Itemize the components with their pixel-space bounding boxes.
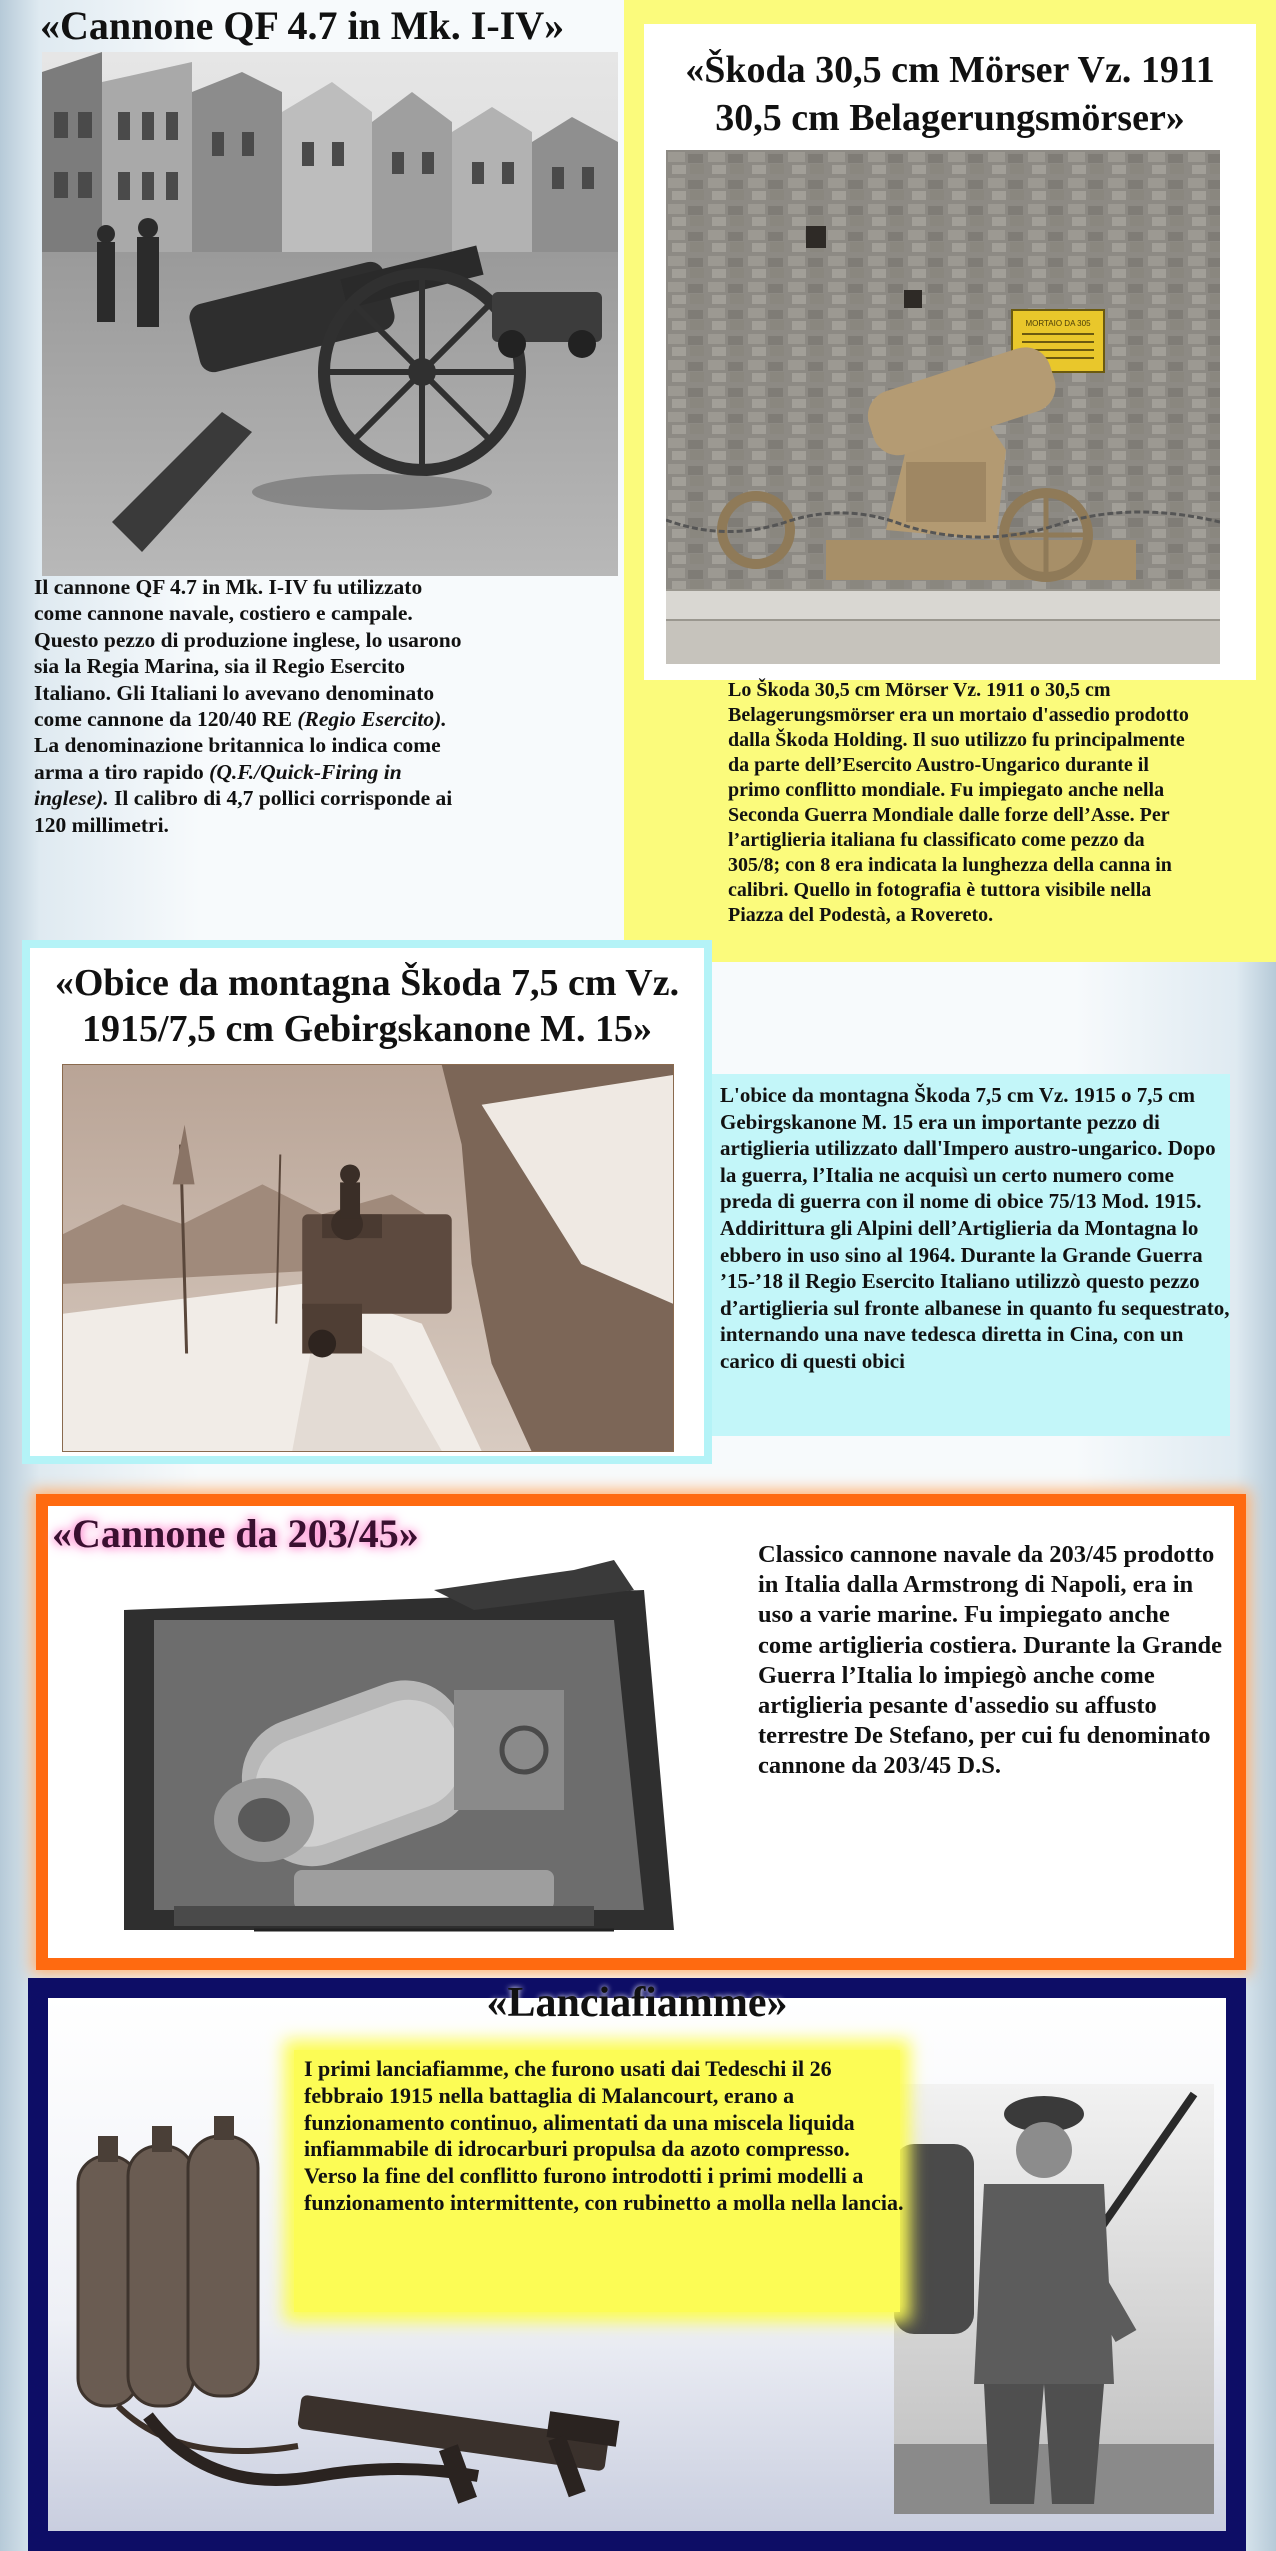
c20345-description: Classico cannone navale da 203/45 prodotto in Italia dalla Armstrong di Napoli, era in uso a varie marine. Fu impiegato anche come artiglieria costiera. Durante la Grande Guerra l’Italia lo impiegò anche come artiglieria pesante d'assedio su affusto terrestre De Stefano, per cui fu denominato cannone da 203/45 D.S. <box>758 1541 1223 1780</box>
skoda75-title: «Obice da montagna Škoda 7,5 cm Vz. 1915/7,5 cm Gebirgskanone M. 15» <box>54 962 680 1050</box>
skoda305-title: «Škoda 30,5 cm Mörser Vz. 1911 30,5 cm Belagerungsmörser» <box>685 49 1215 139</box>
plaque-text: MORTAIO DA 305 <box>1025 319 1091 328</box>
skoda305-photo <box>666 150 1220 664</box>
skoda305-description: Lo Škoda 30,5 cm Mörser Vz. 1911 o 30,5 cm Belagerungsmörser era un mortaio d'assedio prodotto dalla Škoda Holding. Il suo utilizzo fu principalmente da parte dell’Esercito Austro-Ungarico durante il primo conflitto mondiale. Fu impiegato anche nella Seconda Guerra Mondiale dalle forze dell’Asse. Per l’artiglieria italiana fu classificato come pezzo da 305/8; con 8 era indicata la lunghezza della canna in calibri. Quello in fotografia è tuttora visibile nella Piazza del Podestà, a Rovereto. <box>728 679 1189 926</box>
flamethrower-soldier-photo <box>894 2084 1214 2514</box>
c20345-photo <box>54 1550 744 1942</box>
skoda75-photo <box>62 1064 674 1452</box>
c20345-title: «Cannone da 203/45» <box>52 1511 419 1556</box>
lanciafiamme-title: «Lanciafiamme» <box>486 1980 788 2026</box>
skoda75-description: L'obice da montagna Škoda 7,5 cm Vz. 1915 o 7,5 cm Gebirgskanone M. 15 era un importante pezzo di artiglieria utilizzato dall'Impero austro-ungarico. Dopo la guerra, l’Italia ne acquisì un certo numero come preda di guerra con il nome di obice 75/13 Mod. 1915. Addirittura gli Alpini dell’Artiglieria da Montagna lo ebbero in uso sino al 1964. Durante la Grande Guerra ’15-’18 il Regio Esercito Italiano utilizzò questo pezzo d’artiglieria sul fronte albanese in quanto fu sequestrato, internando una nave tedesca diretta in Cina, con un carico di questi obici <box>720 1083 1230 1373</box>
qf47-photo <box>42 52 618 576</box>
qf47-description: Il cannone QF 4.7 in Mk. I-IV fu utilizzato come cannone navale, costiero e campale. Questo pezzo di produzione inglese, lo usarono sia la Regia Marina, sia il Regio Esercito Italiano. Gli Italiani lo avevano denominato come cannone da 120/40 RE (Regio Esercito). La denominazione britannica lo indica come arma a tiro rapido (Q.F./Quick-Firing in inglese). Il calibro di 4,7 pollici corrisponde ai 120 millimetri. <box>34 575 462 837</box>
lanciafiamme-description: I primi lanciafiamme, che furono usati dai Tedeschi il 26 febbraio 1915 nella battaglia di Malancourt, erano a funzionamento continuo, alimentati da una miscela liquida infiammabile di idrocarburi propulsa da azoto compresso. Verso la fine del conflitto furono introdotti i primi modelli a funzionamento intermittente, con rubinetto a molla nella lancia. <box>304 2056 904 2215</box>
qf47-title: «Cannone QF 4.7 in Mk. I-IV» <box>40 3 565 48</box>
